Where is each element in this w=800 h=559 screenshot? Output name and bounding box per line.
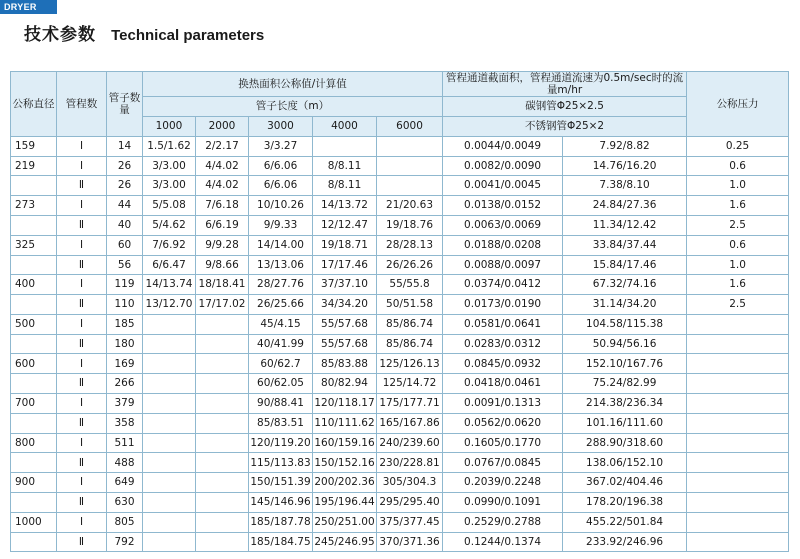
cell-area-6000: 85/86.74	[377, 334, 443, 354]
cell-area-6000: 26/26.26	[377, 255, 443, 275]
cell-flow-area: 0.0041/0.0045	[443, 176, 563, 196]
cell-area-1000: 14/13.74	[143, 275, 196, 295]
cell-tube-count: 56	[107, 255, 143, 275]
table-row	[11, 354, 789, 374]
header-length-6000: 6000	[377, 116, 443, 136]
cell-area-4000: 55/57.68	[313, 334, 377, 354]
cell-tube-passes: Ⅱ	[57, 374, 107, 394]
cell-flow-rate: 24.84/27.36	[563, 196, 687, 216]
table-row	[11, 394, 789, 414]
cell-tube-count: 40	[107, 215, 143, 235]
cell-area-1000	[143, 493, 196, 513]
cell-flow-rate: 11.34/12.42	[563, 215, 687, 235]
cell-area-1000	[143, 413, 196, 433]
cell-area-2000	[196, 453, 249, 473]
cell-area-2000	[196, 334, 249, 354]
cell-flow-area: 0.0138/0.0152	[443, 196, 563, 216]
cell-area-4000: 12/12.47	[313, 215, 377, 235]
cell-area-4000: 14/13.72	[313, 196, 377, 216]
cell-tube-passes: Ⅰ	[57, 394, 107, 414]
cell-area-4000: 110/111.62	[313, 413, 377, 433]
cell-area-1000: 3/3.00	[143, 176, 196, 196]
cell-tube-passes: Ⅱ	[57, 493, 107, 513]
cell-flow-area: 0.2529/0.2788	[443, 512, 563, 532]
cell-tube-count: 14	[107, 136, 143, 156]
cell-area-2000: 4/4.02	[196, 156, 249, 176]
table-row	[11, 295, 789, 315]
cell-area-4000: 8/8.11	[313, 156, 377, 176]
cell-area-4000: 250/251.00	[313, 512, 377, 532]
cell-tube-passes: Ⅱ	[57, 413, 107, 433]
cell-area-1000: 5/5.08	[143, 196, 196, 216]
cell-tube-count: 805	[107, 512, 143, 532]
table-row	[11, 512, 789, 532]
cell-flow-rate: 233.92/246.96	[563, 532, 687, 552]
cell-area-6000: 125/126.13	[377, 354, 443, 374]
cell-tube-count: 358	[107, 413, 143, 433]
cell-tube-passes: Ⅰ	[57, 136, 107, 156]
cell-area-6000: 28/28.13	[377, 235, 443, 255]
cell-flow-rate: 50.94/56.16	[563, 334, 687, 354]
cell-area-2000	[196, 473, 249, 493]
cell-flow-rate: 455.22/501.84	[563, 512, 687, 532]
cell-tube-passes: Ⅱ	[57, 453, 107, 473]
cell-nominal-diameter	[11, 532, 57, 552]
cell-area-1000	[143, 354, 196, 374]
cell-nominal-pressure: 0.25	[687, 136, 789, 156]
cell-area-3000: 60/62.7	[249, 354, 313, 374]
cell-nominal-pressure	[687, 314, 789, 334]
cell-tube-passes: Ⅰ	[57, 235, 107, 255]
cell-area-1000	[143, 394, 196, 414]
cell-tube-count: 185	[107, 314, 143, 334]
header-nominal-diameter: 公称直径	[11, 72, 57, 137]
cell-nominal-pressure	[687, 453, 789, 473]
cell-nominal-diameter: 1000	[11, 512, 57, 532]
cell-area-3000: 10/10.26	[249, 196, 313, 216]
cell-area-4000: 160/159.16	[313, 433, 377, 453]
cell-area-3000: 145/146.96	[249, 493, 313, 513]
cell-tube-passes: Ⅱ	[57, 176, 107, 196]
header-tube-count: 管子数量	[107, 72, 143, 137]
cell-nominal-pressure	[687, 433, 789, 453]
cell-tube-passes: Ⅰ	[57, 433, 107, 453]
cell-area-1000	[143, 334, 196, 354]
cell-tube-count: 266	[107, 374, 143, 394]
cell-area-2000	[196, 512, 249, 532]
cell-area-4000	[313, 136, 377, 156]
cell-flow-rate: 104.58/115.38	[563, 314, 687, 334]
cell-flow-area: 0.0990/0.1091	[443, 493, 563, 513]
header-tube-passes: 管程数	[57, 72, 107, 137]
cell-tube-count: 26	[107, 156, 143, 176]
cell-tube-count: 488	[107, 453, 143, 473]
cell-tube-passes: Ⅰ	[57, 314, 107, 334]
table-row	[11, 136, 789, 156]
cell-flow-rate: 15.84/17.46	[563, 255, 687, 275]
cell-nominal-diameter: 900	[11, 473, 57, 493]
cell-nominal-pressure	[687, 473, 789, 493]
cell-tube-count: 119	[107, 275, 143, 295]
cell-area-4000: 55/57.68	[313, 314, 377, 334]
cell-flow-rate: 101.16/111.60	[563, 413, 687, 433]
cell-area-1000	[143, 532, 196, 552]
cell-tube-count: 511	[107, 433, 143, 453]
cell-area-4000: 19/18.71	[313, 235, 377, 255]
cell-flow-area: 0.0082/0.0090	[443, 156, 563, 176]
cell-flow-rate: 152.10/167.76	[563, 354, 687, 374]
cell-area-4000: 85/83.88	[313, 354, 377, 374]
cell-nominal-diameter: 800	[11, 433, 57, 453]
cell-flow-area: 0.0581/0.0641	[443, 314, 563, 334]
cell-tube-count: 44	[107, 196, 143, 216]
cell-nominal-diameter: 700	[11, 394, 57, 414]
cell-tube-passes: Ⅰ	[57, 473, 107, 493]
title-chinese: 技术参数	[24, 25, 96, 45]
cell-flow-area: 0.1244/0.1374	[443, 532, 563, 552]
table-body	[11, 136, 789, 552]
cell-flow-area: 0.0188/0.0208	[443, 235, 563, 255]
cell-area-4000: 195/196.44	[313, 493, 377, 513]
cell-flow-area: 0.0044/0.0049	[443, 136, 563, 156]
cell-area-1000	[143, 453, 196, 473]
header-length-1000: 1000	[143, 116, 196, 136]
cell-tube-count: 26	[107, 176, 143, 196]
cell-area-2000: 18/18.41	[196, 275, 249, 295]
table-row	[11, 473, 789, 493]
cell-area-3000: 115/113.83	[249, 453, 313, 473]
cell-area-3000: 14/14.00	[249, 235, 313, 255]
header-nominal-pressure: 公称压力	[687, 72, 789, 137]
cell-area-2000	[196, 493, 249, 513]
cell-tube-passes: Ⅱ	[57, 295, 107, 315]
cell-nominal-diameter	[11, 334, 57, 354]
table-row	[11, 532, 789, 552]
cell-area-1000: 5/4.62	[143, 215, 196, 235]
cell-tube-count: 60	[107, 235, 143, 255]
cell-tube-count: 649	[107, 473, 143, 493]
cell-tube-count: 110	[107, 295, 143, 315]
cell-area-6000: 375/377.45	[377, 512, 443, 532]
header-heat-area: 换热面积公称值/计算值	[143, 72, 443, 97]
table-row	[11, 433, 789, 453]
cell-area-4000: 80/82.94	[313, 374, 377, 394]
cell-nominal-pressure: 2.5	[687, 215, 789, 235]
cell-area-3000: 28/27.76	[249, 275, 313, 295]
cell-area-1000: 7/6.92	[143, 235, 196, 255]
cell-flow-rate: 31.14/34.20	[563, 295, 687, 315]
dryer-tag: DRYER	[0, 0, 57, 14]
cell-nominal-pressure	[687, 493, 789, 513]
cell-area-2000	[196, 433, 249, 453]
cell-area-4000: 150/152.16	[313, 453, 377, 473]
header-carbon-steel: 碳钢管Φ25×2.5	[443, 97, 687, 117]
header-length-2000: 2000	[196, 116, 249, 136]
cell-area-6000: 125/14.72	[377, 374, 443, 394]
cell-area-3000: 40/41.99	[249, 334, 313, 354]
cell-nominal-pressure	[687, 374, 789, 394]
cell-area-4000: 34/34.20	[313, 295, 377, 315]
cell-area-6000	[377, 156, 443, 176]
cell-flow-area: 0.0063/0.0069	[443, 215, 563, 235]
table-row	[11, 235, 789, 255]
cell-nominal-pressure: 1.0	[687, 176, 789, 196]
cell-nominal-pressure: 1.6	[687, 275, 789, 295]
cell-nominal-diameter: 159	[11, 136, 57, 156]
cell-area-2000: 9/8.66	[196, 255, 249, 275]
cell-area-4000: 37/37.10	[313, 275, 377, 295]
cell-flow-area: 0.0374/0.0412	[443, 275, 563, 295]
cell-tube-count: 169	[107, 354, 143, 374]
cell-flow-area: 0.0091/0.1313	[443, 394, 563, 414]
cell-area-1000	[143, 314, 196, 334]
cell-area-1000	[143, 512, 196, 532]
cell-area-4000: 200/202.36	[313, 473, 377, 493]
table-row	[11, 275, 789, 295]
cell-area-6000: 85/86.74	[377, 314, 443, 334]
cell-area-2000: 9/9.28	[196, 235, 249, 255]
cell-area-3000: 9/9.33	[249, 215, 313, 235]
cell-nominal-pressure: 0.6	[687, 156, 789, 176]
cell-nominal-diameter	[11, 176, 57, 196]
cell-area-2000: 2/2.17	[196, 136, 249, 156]
header-flow: 管程通道截面积，管程通道流速为0.5m/sec时的流量m/hr	[443, 72, 687, 97]
cell-area-2000	[196, 394, 249, 414]
cell-tube-passes: Ⅰ	[57, 512, 107, 532]
cell-flow-area: 0.0562/0.0620	[443, 413, 563, 433]
cell-flow-rate: 33.84/37.44	[563, 235, 687, 255]
cell-tube-count: 180	[107, 334, 143, 354]
cell-area-3000: 185/187.78	[249, 512, 313, 532]
cell-flow-rate: 14.76/16.20	[563, 156, 687, 176]
cell-nominal-diameter	[11, 493, 57, 513]
cell-nominal-diameter	[11, 255, 57, 275]
cell-area-3000: 60/62.05	[249, 374, 313, 394]
cell-nominal-pressure	[687, 394, 789, 414]
cell-area-3000: 13/13.06	[249, 255, 313, 275]
cell-flow-rate: 138.06/152.10	[563, 453, 687, 473]
cell-area-6000: 230/228.81	[377, 453, 443, 473]
cell-area-3000: 6/6.06	[249, 156, 313, 176]
cell-flow-rate: 288.90/318.60	[563, 433, 687, 453]
cell-tube-passes: Ⅰ	[57, 354, 107, 374]
cell-area-6000: 19/18.76	[377, 215, 443, 235]
table-row	[11, 493, 789, 513]
table-row	[11, 453, 789, 473]
cell-area-3000: 85/83.51	[249, 413, 313, 433]
cell-area-2000	[196, 314, 249, 334]
cell-area-6000: 165/167.86	[377, 413, 443, 433]
cell-area-6000: 305/304.3	[377, 473, 443, 493]
cell-nominal-pressure	[687, 512, 789, 532]
cell-area-6000: 55/55.8	[377, 275, 443, 295]
technical-parameters-table	[10, 71, 789, 552]
cell-area-6000: 50/51.58	[377, 295, 443, 315]
cell-nominal-pressure	[687, 532, 789, 552]
cell-tube-passes: Ⅱ	[57, 334, 107, 354]
cell-nominal-diameter: 600	[11, 354, 57, 374]
cell-flow-rate: 178.20/196.38	[563, 493, 687, 513]
cell-nominal-diameter	[11, 453, 57, 473]
cell-nominal-pressure	[687, 334, 789, 354]
cell-area-1000: 6/6.47	[143, 255, 196, 275]
cell-area-4000: 245/246.95	[313, 532, 377, 552]
cell-tube-passes: Ⅱ	[57, 255, 107, 275]
cell-flow-rate: 75.24/82.99	[563, 374, 687, 394]
cell-nominal-pressure: 2.5	[687, 295, 789, 315]
cell-area-2000: 17/17.02	[196, 295, 249, 315]
table-row	[11, 413, 789, 433]
cell-area-1000: 13/12.70	[143, 295, 196, 315]
cell-area-2000: 6/6.19	[196, 215, 249, 235]
header-length-3000: 3000	[249, 116, 313, 136]
cell-area-2000: 7/6.18	[196, 196, 249, 216]
cell-area-4000: 8/8.11	[313, 176, 377, 196]
cell-area-6000: 175/177.71	[377, 394, 443, 414]
cell-flow-rate: 7.92/8.82	[563, 136, 687, 156]
cell-nominal-diameter	[11, 215, 57, 235]
cell-flow-area: 0.0283/0.0312	[443, 334, 563, 354]
cell-flow-rate: 214.38/236.34	[563, 394, 687, 414]
cell-area-6000: 21/20.63	[377, 196, 443, 216]
cell-flow-area: 0.0845/0.0932	[443, 354, 563, 374]
cell-area-2000: 4/4.02	[196, 176, 249, 196]
table-row	[11, 176, 789, 196]
cell-area-3000: 26/25.66	[249, 295, 313, 315]
cell-flow-area: 0.1605/0.1770	[443, 433, 563, 453]
cell-nominal-pressure	[687, 354, 789, 374]
cell-area-2000	[196, 413, 249, 433]
cell-area-1000	[143, 433, 196, 453]
cell-flow-area: 0.0173/0.0190	[443, 295, 563, 315]
header-tube-length: 管子长度（m）	[143, 97, 443, 117]
cell-flow-rate: 7.38/8.10	[563, 176, 687, 196]
table-row	[11, 255, 789, 275]
cell-area-6000: 295/295.40	[377, 493, 443, 513]
header-stainless-steel: 不锈钢管Φ25×2	[443, 116, 687, 136]
cell-nominal-diameter: 400	[11, 275, 57, 295]
cell-nominal-diameter	[11, 295, 57, 315]
cell-flow-area: 0.0088/0.0097	[443, 255, 563, 275]
page-title	[24, 20, 264, 44]
cell-area-6000: 240/239.60	[377, 433, 443, 453]
title-english: Technical parameters	[111, 27, 265, 44]
cell-area-1000	[143, 374, 196, 394]
cell-area-2000	[196, 354, 249, 374]
cell-flow-area: 0.0418/0.0461	[443, 374, 563, 394]
cell-nominal-diameter	[11, 413, 57, 433]
table-row	[11, 215, 789, 235]
cell-area-3000: 185/184.75	[249, 532, 313, 552]
cell-area-6000: 370/371.36	[377, 532, 443, 552]
cell-nominal-pressure	[687, 413, 789, 433]
cell-area-3000: 45/4.15	[249, 314, 313, 334]
cell-area-6000	[377, 136, 443, 156]
cell-nominal-pressure: 0.6	[687, 235, 789, 255]
cell-area-6000	[377, 176, 443, 196]
cell-area-1000	[143, 473, 196, 493]
cell-tube-count: 379	[107, 394, 143, 414]
cell-flow-area: 0.2039/0.2248	[443, 473, 563, 493]
cell-nominal-diameter	[11, 374, 57, 394]
cell-tube-passes: Ⅰ	[57, 156, 107, 176]
cell-nominal-diameter: 219	[11, 156, 57, 176]
cell-tube-passes: Ⅱ	[57, 532, 107, 552]
cell-area-2000	[196, 374, 249, 394]
cell-nominal-diameter: 325	[11, 235, 57, 255]
cell-tube-count: 630	[107, 493, 143, 513]
cell-flow-rate: 367.02/404.46	[563, 473, 687, 493]
cell-area-1000: 3/3.00	[143, 156, 196, 176]
cell-tube-count: 792	[107, 532, 143, 552]
cell-area-1000: 1.5/1.62	[143, 136, 196, 156]
cell-nominal-pressure: 1.0	[687, 255, 789, 275]
cell-area-2000	[196, 532, 249, 552]
table-row	[11, 314, 789, 334]
table-row	[11, 196, 789, 216]
cell-nominal-diameter: 500	[11, 314, 57, 334]
cell-tube-passes: Ⅱ	[57, 215, 107, 235]
cell-area-3000: 120/119.20	[249, 433, 313, 453]
cell-area-3000: 6/6.06	[249, 176, 313, 196]
cell-tube-passes: Ⅰ	[57, 196, 107, 216]
cell-flow-rate: 67.32/74.16	[563, 275, 687, 295]
cell-area-3000: 3/3.27	[249, 136, 313, 156]
cell-area-4000: 17/17.46	[313, 255, 377, 275]
cell-nominal-diameter: 273	[11, 196, 57, 216]
cell-nominal-pressure: 1.6	[687, 196, 789, 216]
cell-area-3000: 150/151.39	[249, 473, 313, 493]
cell-flow-area: 0.0767/0.0845	[443, 453, 563, 473]
cell-area-3000: 90/88.41	[249, 394, 313, 414]
table-row	[11, 374, 789, 394]
table-row	[11, 156, 789, 176]
table-row	[11, 334, 789, 354]
header-length-4000: 4000	[313, 116, 377, 136]
cell-tube-passes: Ⅰ	[57, 275, 107, 295]
cell-area-4000: 120/118.17	[313, 394, 377, 414]
